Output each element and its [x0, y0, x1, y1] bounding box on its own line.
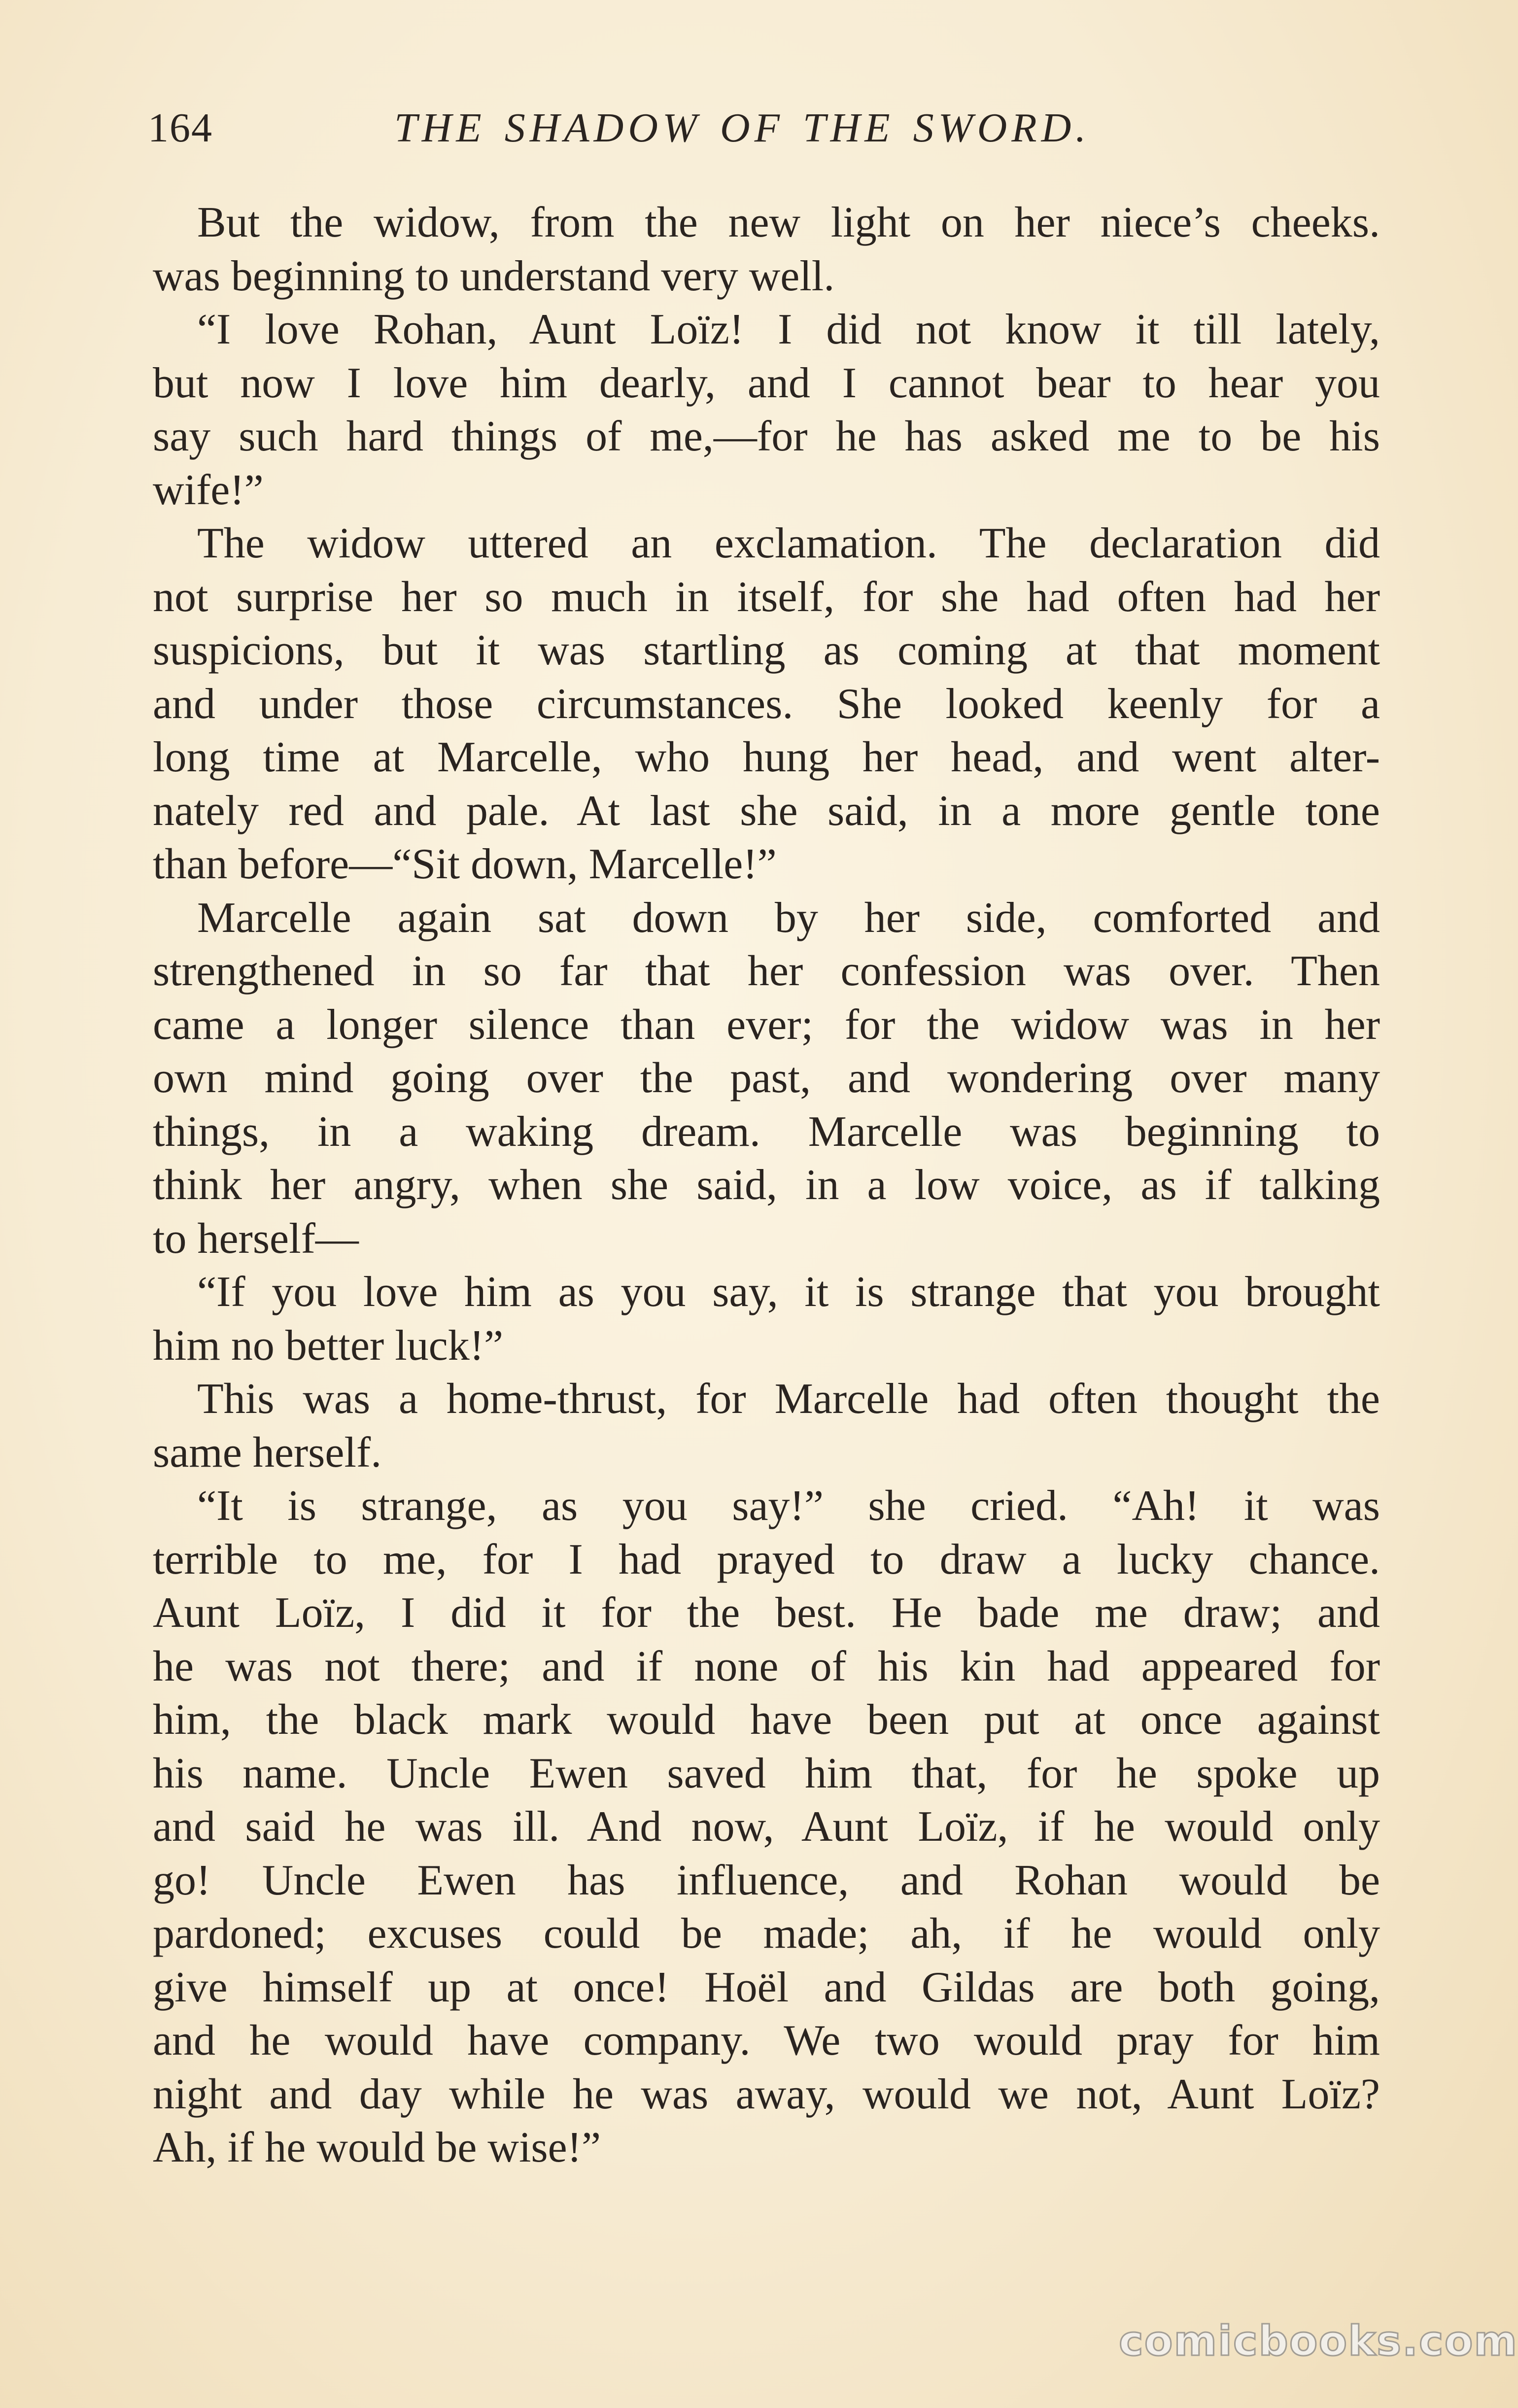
text-line: than before—“Sit down, Marcelle!” — [153, 840, 777, 888]
text-line: own mind going over the past, and wondering over many — [153, 1054, 1380, 1102]
text-line: Ah, if he would be wise!” — [153, 2124, 601, 2171]
text-line: But the widow, from the new light on her niece’s cheeks. — [197, 199, 1380, 246]
text-line: “If you love him as you say, it is strange that you brought — [197, 1268, 1380, 1316]
text-line: night and day while he was away, would we not, Aunt Loïz? — [153, 2070, 1380, 2118]
page-number: 164 — [148, 105, 213, 151]
text-line: he was not there; and if none of his kin had appeared for — [153, 1642, 1380, 1690]
text-line: not surprise her so much in itself, for she had often had her — [153, 573, 1380, 621]
text-line: wife!” — [153, 466, 264, 514]
text-line: suspicions, but it was startling as coming at that moment — [153, 626, 1380, 674]
text-line: and under those circumstances. She looked keenly for a — [153, 680, 1380, 728]
text-line: came a longer silence than ever; for the widow was in her — [153, 1000, 1380, 1049]
text-line: and said he was ill. And now, Aunt Loïz, if he would only — [153, 1803, 1380, 1851]
text-line: him, the black mark would have been put at once against — [153, 1696, 1380, 1744]
text-line: nately red and pale. At last she said, in a more gentle tone — [153, 787, 1380, 835]
text-line: was beginning to understand very well. — [153, 252, 835, 300]
text-line: “I love Rohan, Aunt Loïz! I did not know it till lately, — [197, 306, 1380, 353]
text-line: his name. Uncle Ewen saved him that, for he spoke up — [153, 1749, 1380, 1797]
text-line: This was a home-thrust, for Marcelle had often thought the — [197, 1375, 1380, 1423]
text-line: to herself— — [153, 1214, 359, 1263]
text-line: same herself. — [153, 1428, 382, 1477]
text-line: pardoned; excuses could be made; ah, if he would only — [153, 1910, 1380, 1958]
text-line: The widow uttered an exclamation. The declaration did — [197, 519, 1380, 567]
text-line: strengthened in so far that her confession was over. Then — [153, 947, 1380, 995]
body-text — [153, 196, 1380, 2175]
text-line: Aunt Loïz, I did it for the best. He bade me draw; and — [153, 1589, 1380, 1637]
text-line: him no better luck!” — [153, 1321, 504, 1370]
text-line: give himself up at once! Hoël and Gildas are both going, — [153, 1963, 1380, 2011]
text-line: long time at Marcelle, who hung her head, and went alter- — [153, 733, 1380, 781]
running-title: THE SHADOW OF THE SWORD. — [394, 105, 1091, 151]
text-line: Marcelle again sat down by her side, comforted and — [197, 894, 1380, 942]
text-line: and he would have company. We two would pray for him — [153, 2017, 1380, 2064]
text-line: think her angry, when she said, in a low voice, as if talking — [153, 1161, 1380, 1209]
text-line: things, in a waking dream. Marcelle was beginning to — [153, 1107, 1380, 1156]
page-header — [148, 94, 1380, 163]
text-line: say such hard things of me,—for he has asked me to be his — [153, 413, 1380, 460]
text-line: but now I love him dearly, and I cannot bear to hear you — [153, 359, 1380, 407]
text-line: “It is strange, as you say!” she cried. “Ah! it was — [197, 1482, 1380, 1530]
text-line: terrible to me, for I had prayed to draw a lucky chance. — [153, 1535, 1380, 1583]
text-line: go! Uncle Ewen has influence, and Rohan would be — [153, 1856, 1380, 1904]
watermark: comicbooks.com — [1119, 2317, 1518, 2365]
